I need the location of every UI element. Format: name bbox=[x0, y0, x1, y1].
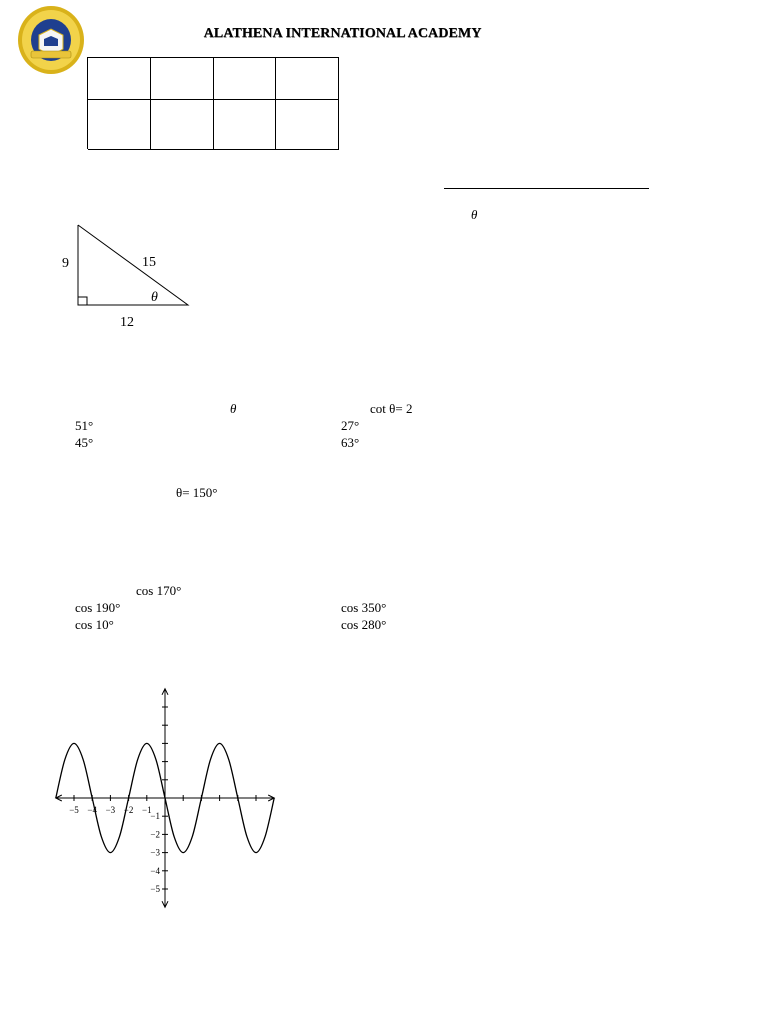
y-tick-label: −2 bbox=[150, 829, 160, 840]
x-tick-label: −1 bbox=[142, 805, 152, 815]
theta-symbol: θ bbox=[471, 207, 478, 222]
y-tick-label: −5 bbox=[150, 884, 160, 894]
question-a-condition: cot θ= 2 bbox=[370, 401, 413, 416]
x-tick-label: −2 bbox=[123, 805, 134, 815]
option-a3: 45° bbox=[75, 435, 94, 450]
option-c4: cos 280° bbox=[341, 617, 387, 632]
side-base-label: 12 bbox=[120, 315, 134, 330]
question-c-prompt: cos 170° bbox=[136, 583, 182, 598]
side-hypotenuse-label: 15 bbox=[142, 255, 156, 270]
x-tick-label: −5 bbox=[69, 805, 79, 815]
y-tick-label: −4 bbox=[150, 865, 160, 876]
question-a-theta: θ bbox=[230, 401, 237, 416]
option-c1: cos 190° bbox=[75, 600, 121, 615]
y-tick-label: −3 bbox=[150, 847, 160, 858]
side-vertical-label: 9 bbox=[62, 256, 69, 271]
sine-graph bbox=[0, 0, 300, 930]
option-a4: 63° bbox=[341, 435, 360, 450]
name-line bbox=[444, 188, 649, 189]
x-tick-label: −4 bbox=[87, 805, 97, 815]
option-a2: 27° bbox=[341, 418, 360, 433]
option-a1: 51° bbox=[75, 418, 94, 433]
x-tick-label: −3 bbox=[105, 805, 116, 815]
school-name: ALATHENA INTERNATIONAL ACADEMY bbox=[203, 26, 482, 41]
angle-label: θ bbox=[151, 290, 158, 305]
option-c3: cos 10° bbox=[75, 617, 114, 632]
option-c2: cos 350° bbox=[341, 600, 387, 615]
y-tick-label: −1 bbox=[150, 811, 160, 822]
question-b-condition: θ= 150° bbox=[176, 485, 218, 500]
